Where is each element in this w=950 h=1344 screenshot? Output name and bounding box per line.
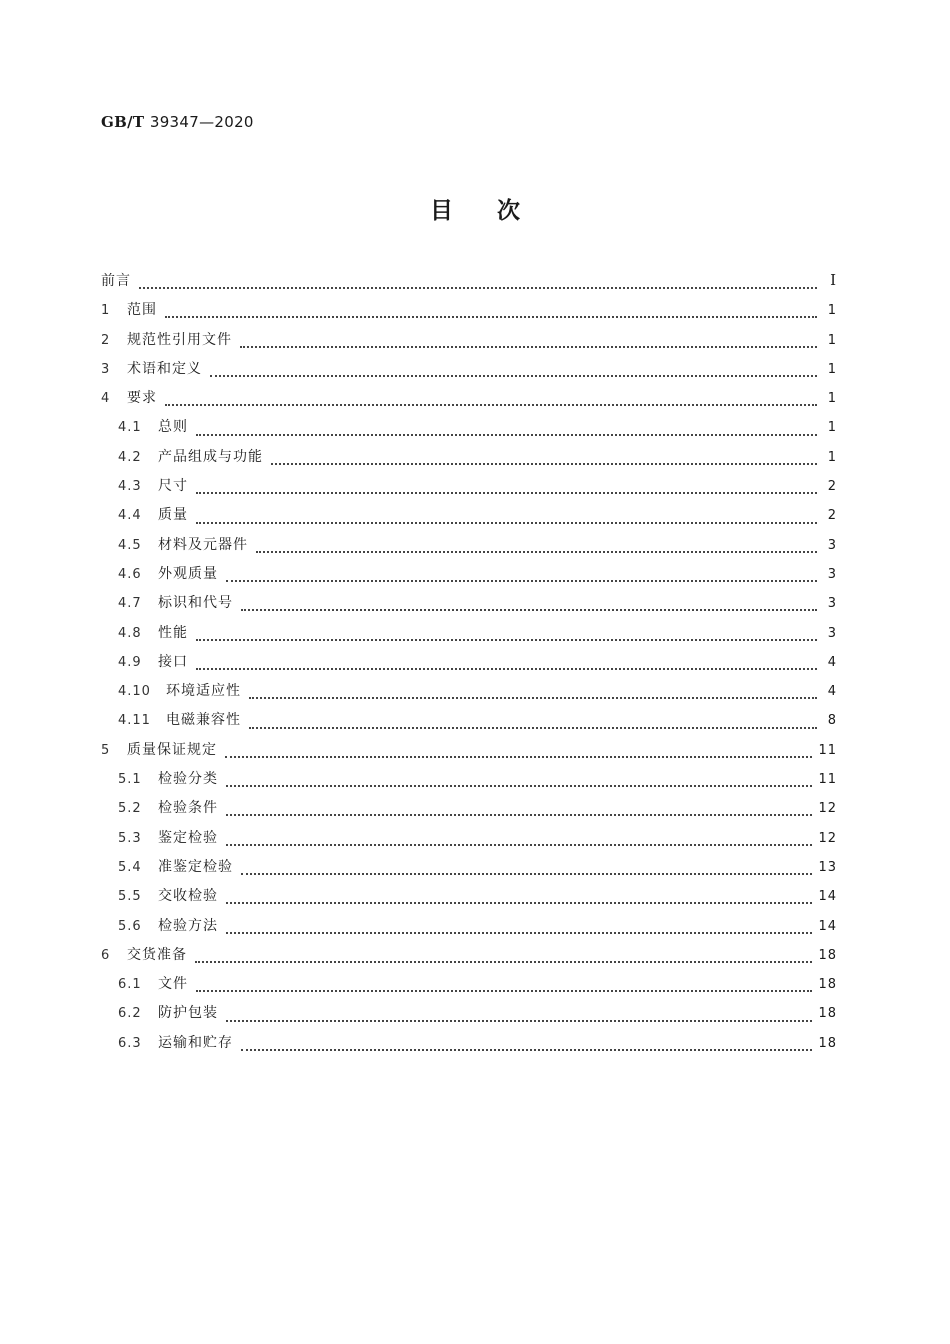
toc-page-number: 11 <box>818 772 837 788</box>
toc-section-number: 4.4 <box>118 508 142 524</box>
toc-entry[interactable] <box>101 680 837 709</box>
toc-dot-leader <box>240 345 817 348</box>
toc-entry[interactable] <box>101 973 837 1002</box>
toc-dot-leader <box>226 901 812 904</box>
toc-section-title: 外观质量 <box>158 565 218 582</box>
toc-dot-leader <box>165 315 817 318</box>
toc-page-number: 12 <box>818 801 837 817</box>
toc-section-number: 4.2 <box>118 449 142 465</box>
toc-entry[interactable] <box>101 651 837 680</box>
toc-dot-leader <box>256 550 817 553</box>
toc-entry[interactable] <box>101 622 837 651</box>
toc-entry[interactable] <box>101 885 837 914</box>
toc-entry[interactable] <box>101 387 837 416</box>
toc-page-number: 1 <box>827 449 837 465</box>
toc-page-number: 3 <box>827 596 837 612</box>
toc-page-number: 14 <box>818 918 837 934</box>
toc-entry[interactable] <box>101 797 837 826</box>
toc-page-number: 8 <box>827 713 837 729</box>
toc-entry[interactable] <box>101 915 837 944</box>
toc-section-number: 4.5 <box>118 537 142 553</box>
toc-page-number: 3 <box>827 566 837 582</box>
toc-entry[interactable] <box>101 768 837 797</box>
toc-dot-leader <box>196 433 817 436</box>
toc-dot-leader <box>210 374 817 377</box>
toc-dot-leader <box>241 608 817 611</box>
toc-page-number: 18 <box>818 1035 837 1051</box>
toc-dot-leader <box>196 989 812 992</box>
toc-page-number: 18 <box>818 977 837 993</box>
toc-entry[interactable] <box>101 416 837 445</box>
toc-page-number: 2 <box>827 508 837 524</box>
toc-section-number: 5.6 <box>118 918 142 934</box>
toc-section-title: 术语和定义 <box>127 360 202 377</box>
toc-section-number: 5.2 <box>118 801 142 817</box>
toc-section-title: 质量 <box>158 507 188 524</box>
toc-page-number: 14 <box>818 889 837 905</box>
toc-entry[interactable] <box>101 827 837 856</box>
toc-section-title: 运输和贮存 <box>158 1034 233 1051</box>
toc-dot-leader <box>225 755 812 758</box>
toc-entry[interactable] <box>101 1032 837 1061</box>
toc-section-title: 电磁兼容性 <box>166 712 241 729</box>
toc-section-title: 性能 <box>158 624 188 641</box>
toc-dot-leader <box>241 1048 812 1051</box>
toc-section-number: 6.2 <box>118 1006 142 1022</box>
toc-dot-leader <box>196 521 817 524</box>
toc-entry[interactable] <box>101 534 837 563</box>
toc-page-number: 12 <box>818 830 837 846</box>
toc-page-number: 1 <box>827 361 837 377</box>
toc-section-number: 4.10 <box>118 684 151 700</box>
toc-section-title: 检验分类 <box>158 771 218 788</box>
table-of-contents <box>101 270 837 1061</box>
toc-section-number: 6.3 <box>118 1035 142 1051</box>
toc-section-title: 材料及元器件 <box>158 536 248 553</box>
toc-entry[interactable] <box>101 358 837 387</box>
toc-entry[interactable] <box>101 504 837 533</box>
toc-entry[interactable] <box>101 944 837 973</box>
toc-page-number: 18 <box>818 1006 837 1022</box>
toc-section-number: 3 <box>101 361 111 377</box>
toc-entry[interactable] <box>101 270 837 299</box>
toc-page-number: 1 <box>827 420 837 436</box>
toc-page-number: 13 <box>818 859 837 875</box>
toc-dot-leader <box>226 579 817 582</box>
toc-dot-leader <box>241 872 812 875</box>
toc-entry[interactable] <box>101 709 837 738</box>
toc-page-number: 4 <box>827 684 837 700</box>
toc-section-number: 5.1 <box>118 772 142 788</box>
toc-entry[interactable] <box>101 592 837 621</box>
toc-section-number: 4.7 <box>118 596 142 612</box>
toc-dot-leader <box>226 813 812 816</box>
toc-page-number: 18 <box>818 947 837 963</box>
toc-section-title: 标识和代号 <box>158 595 233 612</box>
toc-section-title: 交收检验 <box>158 888 218 905</box>
toc-section-number: 4 <box>101 391 111 407</box>
toc-page-number: 3 <box>827 537 837 553</box>
toc-section-number: 4.3 <box>118 479 142 495</box>
page-title: 目次 <box>430 198 564 224</box>
toc-section-title: 总则 <box>158 419 188 436</box>
toc-section-title: 接口 <box>158 653 188 670</box>
toc-page-number: 2 <box>827 479 837 495</box>
toc-dot-leader <box>226 784 812 787</box>
toc-entry[interactable] <box>101 329 837 358</box>
toc-page-number: I <box>830 271 837 289</box>
toc-dot-leader <box>196 638 817 641</box>
toc-dot-leader <box>196 667 817 670</box>
toc-section-number: 5 <box>101 742 111 758</box>
toc-dot-leader <box>195 960 812 963</box>
toc-section-number: 4.11 <box>118 713 151 729</box>
toc-section-title: 环境适应性 <box>166 683 241 700</box>
toc-section-title: 尺寸 <box>158 478 188 495</box>
toc-entry[interactable] <box>101 739 837 768</box>
toc-section-title: 范围 <box>127 302 157 319</box>
toc-section-number: 4.1 <box>118 420 142 436</box>
standard-prefix: GB/T <box>101 113 145 131</box>
toc-dot-leader <box>249 696 817 699</box>
toc-section-number: 1 <box>101 303 111 319</box>
toc-page-number: 1 <box>827 332 837 348</box>
toc-dot-leader <box>249 726 817 729</box>
toc-section-number: 4.8 <box>118 625 142 641</box>
toc-entry[interactable] <box>101 563 837 592</box>
toc-section-title: 前言 <box>101 273 131 289</box>
toc-page-number: 1 <box>827 303 837 319</box>
toc-section-title: 交货准备 <box>127 946 187 963</box>
toc-section-number: 4.6 <box>118 566 142 582</box>
toc-section-title: 检验条件 <box>158 800 218 817</box>
toc-section-title: 鉴定检验 <box>158 829 218 846</box>
toc-section-title: 质量保证规定 <box>127 741 217 758</box>
toc-section-title: 规范性引用文件 <box>127 331 232 348</box>
toc-dot-leader <box>226 843 812 846</box>
toc-section-title: 文件 <box>158 976 188 993</box>
toc-dot-leader <box>226 931 812 934</box>
toc-entry[interactable] <box>101 446 837 475</box>
toc-entry[interactable] <box>101 856 837 885</box>
toc-section-number: 6 <box>101 947 111 963</box>
toc-section-number: 5.3 <box>118 830 142 846</box>
toc-dot-leader <box>226 1019 812 1022</box>
toc-section-title: 防护包装 <box>158 1005 218 1022</box>
toc-section-title: 产品组成与功能 <box>158 448 263 465</box>
toc-section-number: 5.5 <box>118 889 142 905</box>
standard-number: 39347—2020 <box>149 113 254 131</box>
toc-dot-leader <box>139 286 817 289</box>
toc-entry[interactable] <box>101 475 837 504</box>
toc-section-number: 2 <box>101 332 111 348</box>
toc-section-number: 6.1 <box>118 977 142 993</box>
toc-page-number: 3 <box>827 625 837 641</box>
toc-section-title: 准鉴定检验 <box>158 858 233 875</box>
toc-page-number: 1 <box>827 391 837 407</box>
toc-section-number: 4.9 <box>118 654 142 670</box>
standard-code <box>101 113 254 131</box>
toc-entry[interactable] <box>101 299 837 328</box>
toc-dot-leader <box>196 491 817 494</box>
toc-section-number: 5.4 <box>118 859 142 875</box>
toc-dot-leader <box>165 403 817 406</box>
toc-page-number: 11 <box>818 742 837 758</box>
toc-entry[interactable] <box>101 1002 837 1031</box>
toc-section-title: 检验方法 <box>158 917 218 934</box>
toc-section-title: 要求 <box>127 390 157 407</box>
toc-page-number: 4 <box>827 654 837 670</box>
toc-dot-leader <box>271 462 817 465</box>
